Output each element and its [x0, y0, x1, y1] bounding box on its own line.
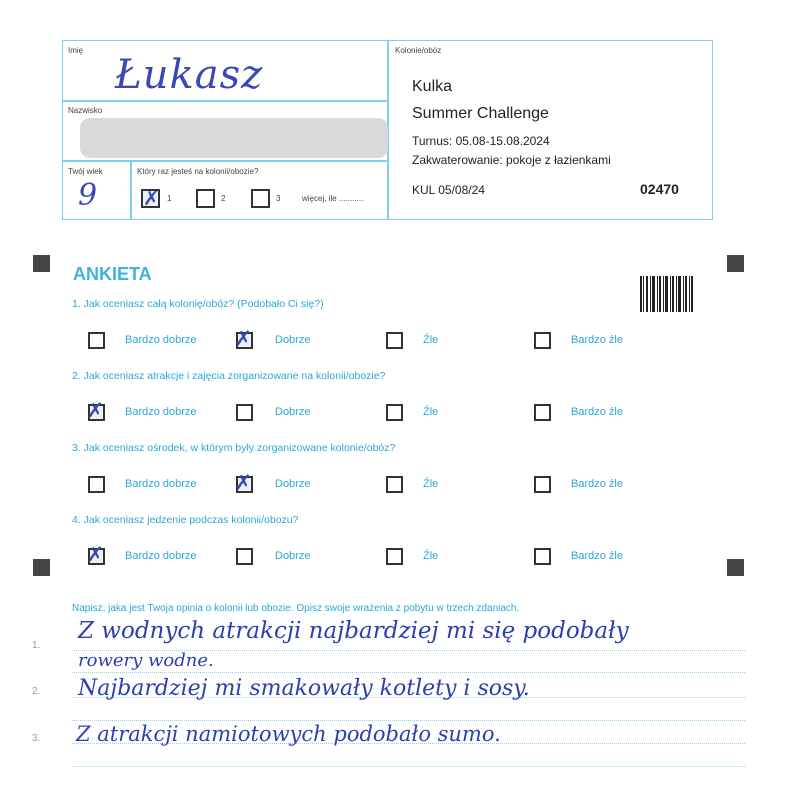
question-1: 1. Jak oceniasz całą kolonię/obóz? (Podobało Ci się?)	[72, 298, 324, 310]
registration-mark	[727, 559, 744, 576]
barcode	[640, 276, 694, 312]
turnus: Turnus: 05.08-15.08.2024	[412, 134, 550, 148]
camp-title: Summer Challenge	[412, 105, 549, 122]
q1-option-zle[interactable]	[386, 332, 403, 349]
q4-label-dobrze: Dobrze	[275, 550, 311, 562]
q2-option-bardzo-dobrze[interactable]: ✗	[87, 398, 104, 422]
q1-label-bardzo-zle: Bardzo źle	[571, 334, 623, 346]
wiek-value: 9	[78, 178, 98, 213]
line-number-3: 3.	[32, 733, 41, 744]
registration-mark	[33, 255, 50, 272]
q3-label-dobrze: Dobrze	[275, 478, 311, 490]
q2-option-bardzo-zle[interactable]	[534, 404, 551, 421]
q2-option-dobrze[interactable]	[236, 404, 253, 421]
imie-label: Imię	[68, 46, 84, 55]
q2-label-bardzo-zle: Bardzo źle	[571, 406, 623, 418]
survey-title: ANKIETA	[73, 264, 152, 284]
camp-code: KUL 05/08/24	[412, 183, 485, 197]
q3-label-zle: Źle	[423, 478, 439, 490]
cell-divider	[130, 160, 132, 220]
opinion-prompt: Napisz, jaka jest Twoja opinia o kolonii lub obozie. Opisz swoje wrażenia z pobytu w trzech zdaniach.	[72, 603, 520, 614]
q3-option-dobrze[interactable]: ✗	[235, 470, 252, 494]
visit-option-more: więcej, ile ...........	[302, 194, 364, 203]
q4-label-zle: Źle	[423, 550, 439, 562]
q3-option-zle[interactable]	[386, 476, 403, 493]
q3-option-bardzo-dobrze[interactable]	[88, 476, 105, 493]
redacted-surname	[80, 118, 388, 158]
q1-label-dobrze: Dobrze	[275, 334, 311, 346]
q3-option-bardzo-zle[interactable]	[534, 476, 551, 493]
line-number-1: 1.	[32, 640, 41, 651]
q1-label-zle: Źle	[423, 334, 439, 346]
camp-name: Kulka	[412, 78, 453, 95]
answer-line	[72, 720, 745, 721]
q4-option-bardzo-dobrze[interactable]: ✗	[87, 542, 104, 566]
q1-option-dobrze[interactable]: ✗	[235, 326, 252, 350]
line-number-2: 2.	[32, 686, 41, 697]
imie-value: Łukasz	[115, 52, 264, 98]
q1-option-bardzo-dobrze[interactable]	[88, 332, 105, 349]
answer-1-line-2: rowery wodne.	[78, 650, 214, 671]
row-divider	[62, 100, 387, 102]
visit-checkbox-2[interactable]	[196, 189, 215, 208]
kolonie-label: Kolonie/obóz	[395, 46, 442, 55]
ktory-raz-label: Który raz jesteś na kolonii/obozie?	[137, 167, 259, 176]
answer-line	[72, 672, 745, 673]
answer-line	[72, 766, 745, 767]
q3-label-bardzo-dobrze: Bardzo dobrze	[125, 478, 197, 490]
registration-mark	[33, 559, 50, 576]
question-4: 4. Jak oceniasz jedzenie podczas kolonii/obozu?	[72, 514, 299, 526]
visit-checkbox-3[interactable]	[251, 189, 270, 208]
zakwaterowanie: Zakwaterowanie: pokoje z łazienkami	[412, 153, 611, 167]
visit-option-3: 3	[276, 194, 281, 203]
answer-3: Z atrakcji namiotowych podobało sumo.	[76, 722, 501, 746]
q3-label-bardzo-zle: Bardzo źle	[571, 478, 623, 490]
form-number: 02470	[640, 181, 679, 197]
q2-label-dobrze: Dobrze	[275, 406, 311, 418]
q4-option-dobrze[interactable]	[236, 548, 253, 565]
row-divider	[62, 160, 387, 162]
visit-checkbox-1[interactable]: ✗	[143, 186, 160, 210]
visit-option-1: 1	[167, 194, 172, 203]
nazwisko-label: Nazwisko	[68, 106, 103, 115]
q4-label-bardzo-dobrze: Bardzo dobrze	[125, 550, 197, 562]
question-3: 3. Jak oceniasz ośrodek, w którym były zorganizowane kolonie/obóz?	[72, 442, 396, 454]
answer-2: Najbardziej mi smakowały kotlety i sosy.	[78, 676, 530, 701]
q4-option-bardzo-zle[interactable]	[534, 548, 551, 565]
answer-1-line-1: Z wodnych atrakcji najbardziej mi się podobały	[78, 618, 629, 644]
registration-mark	[727, 255, 744, 272]
q2-label-bardzo-dobrze: Bardzo dobrze	[125, 406, 197, 418]
q1-label-bardzo-dobrze: Bardzo dobrze	[125, 334, 197, 346]
visit-option-2: 2	[221, 194, 226, 203]
q4-label-bardzo-zle: Bardzo źle	[571, 550, 623, 562]
q4-option-zle[interactable]	[386, 548, 403, 565]
wiek-label: Twój wiek	[68, 167, 103, 176]
q1-option-bardzo-zle[interactable]	[534, 332, 551, 349]
q2-option-zle[interactable]	[386, 404, 403, 421]
question-2: 2. Jak oceniasz atrakcje i zajęcia zorganizowane na kolonii/obozie?	[72, 370, 386, 382]
q2-label-zle: Źle	[423, 406, 439, 418]
